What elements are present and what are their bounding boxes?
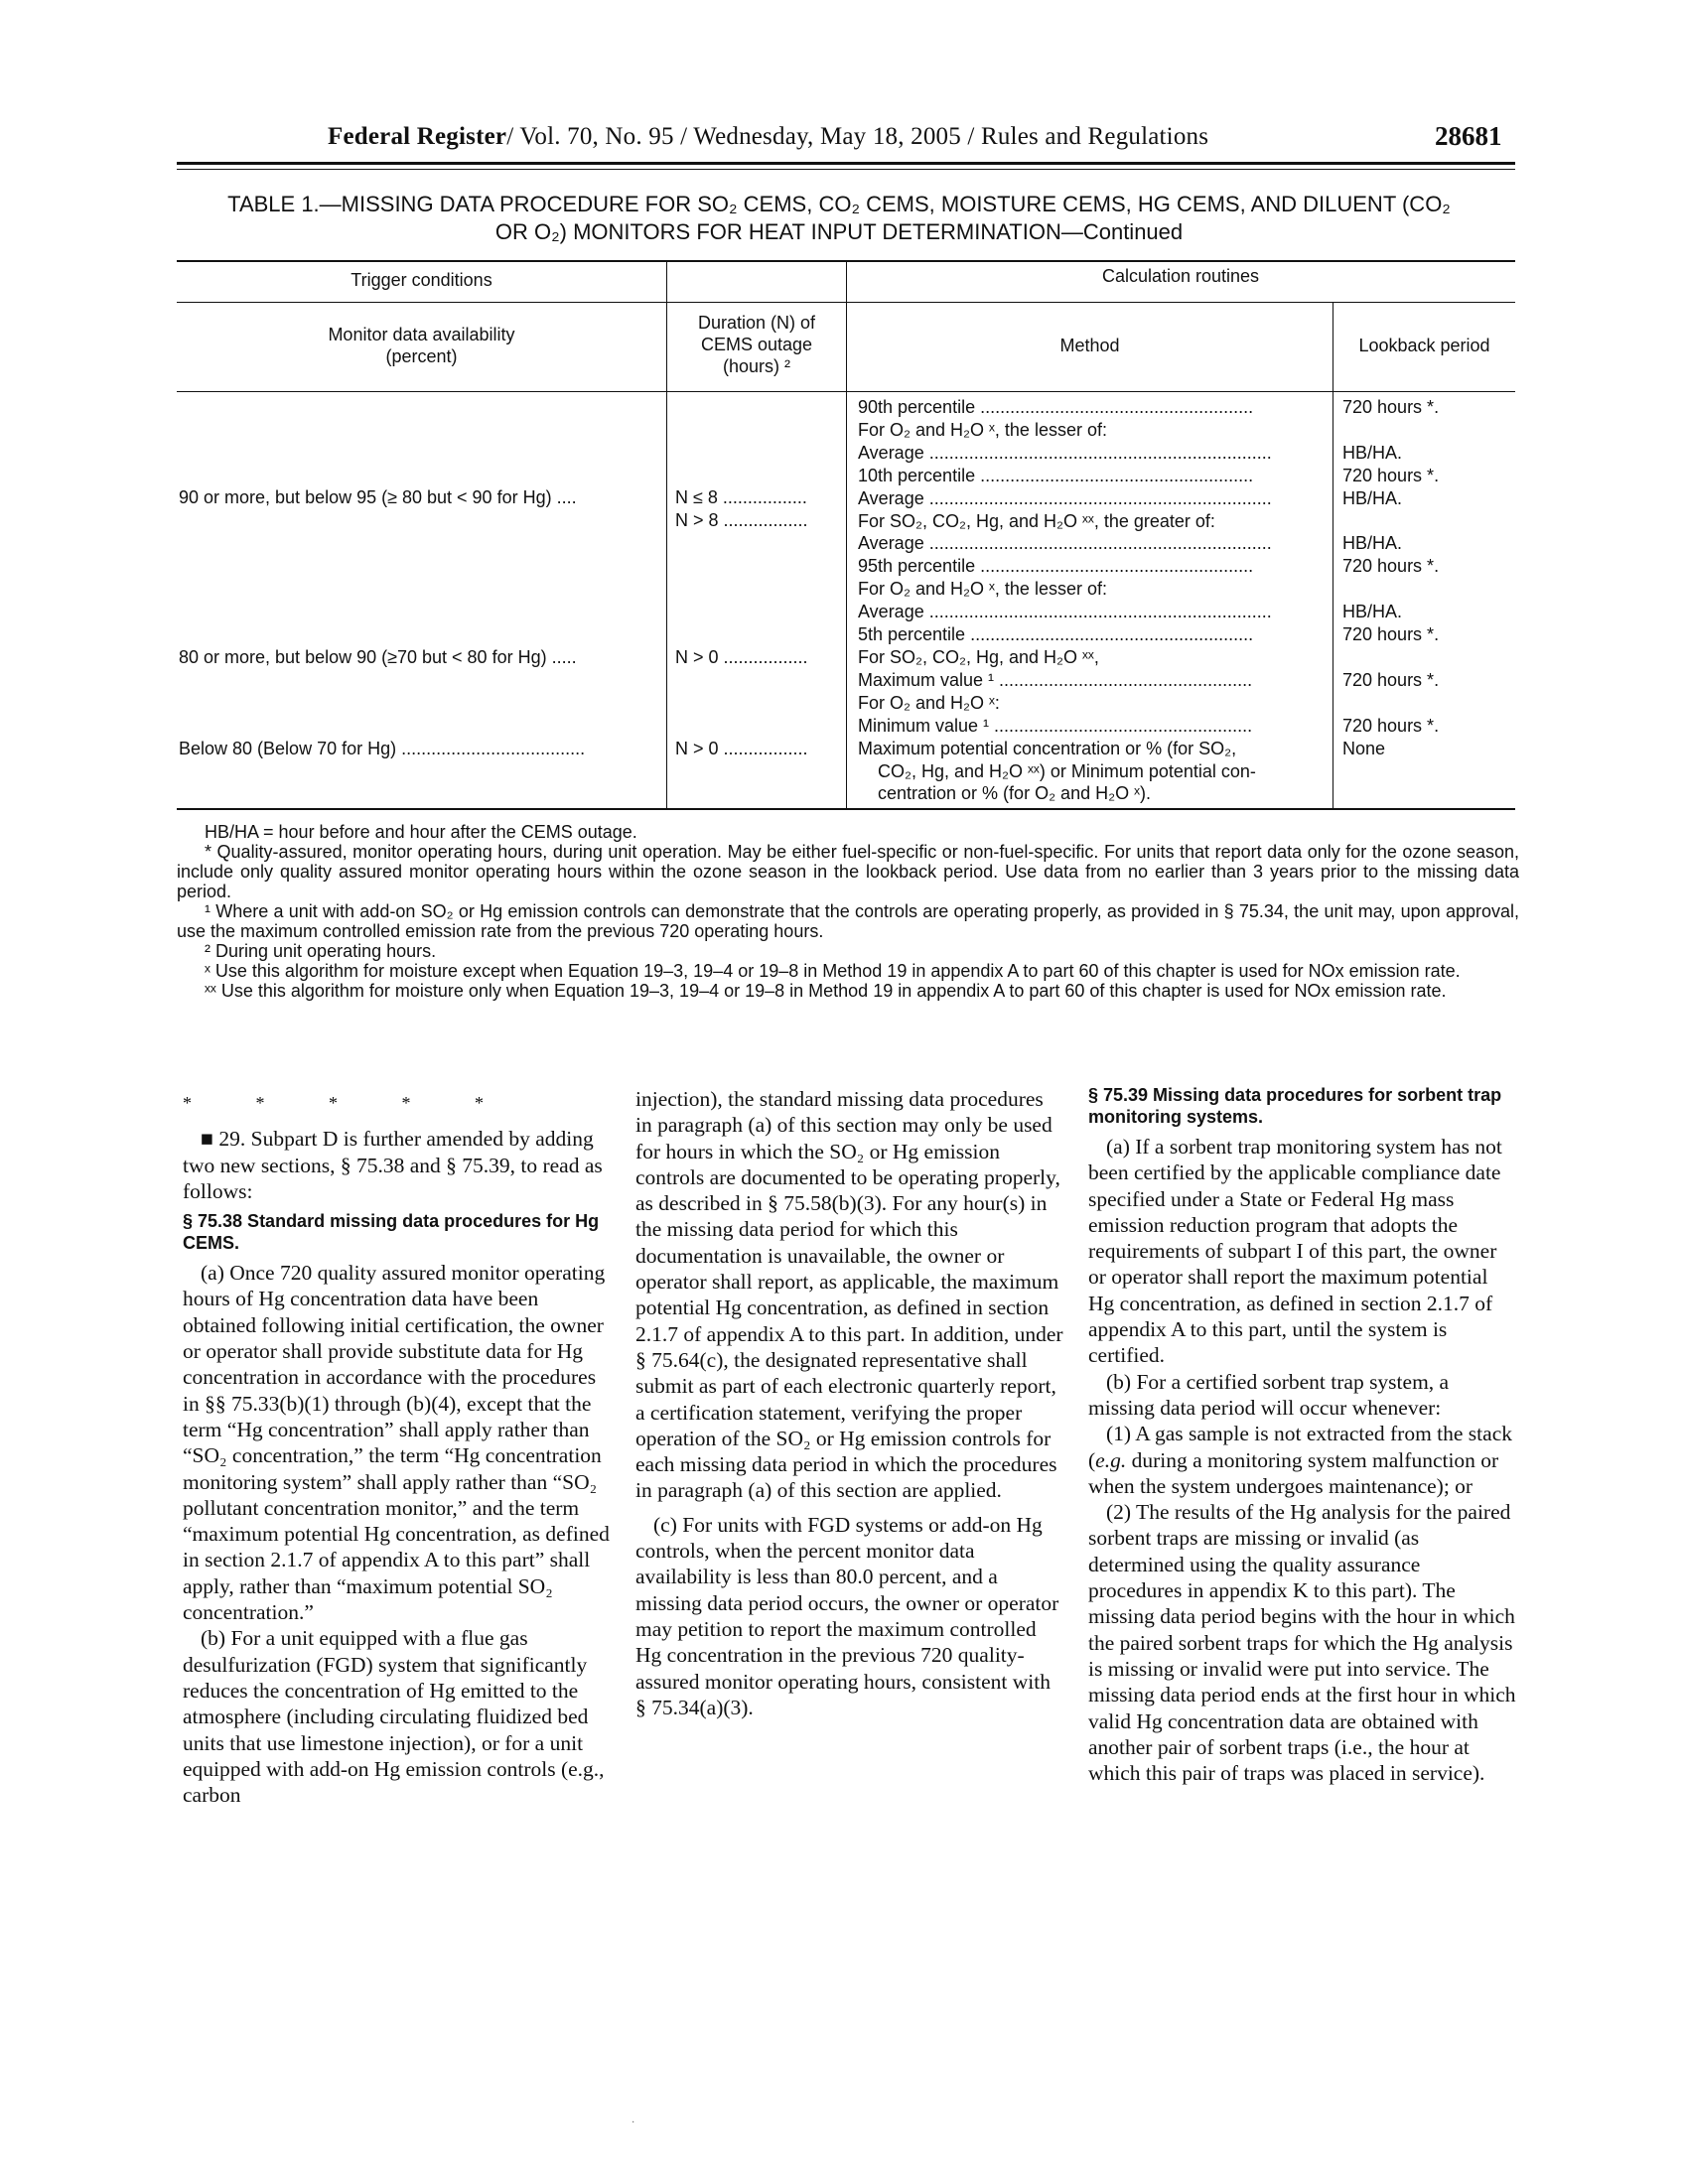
issue-details: / Vol. 70, No. 95 / Wednesday, May 18, 2005 / Rules and Regulations <box>506 123 1209 150</box>
table-title <box>149 191 1529 246</box>
duration-row-2: N > 8 ................. <box>675 510 808 530</box>
availability-row-3: Below 80 (Below 70 for Hg) ..................................... <box>179 739 586 758</box>
method-row: centration or % (for O₂ and H₂O ˣ). <box>878 783 1151 804</box>
note-hbha: HB/HA = hour before and hour after the CEMS outage. <box>205 822 637 842</box>
method-row: For O₂ and H₂O ˣ, the lesser of: <box>858 419 1107 440</box>
table-notes <box>177 822 1519 1001</box>
lookback-row: 720 hours *. <box>1342 397 1440 417</box>
availability-row-1: 90 or more, but below 95 (≥ 80 but < 90 for Hg) .... <box>179 487 577 507</box>
group-calculation-routines: Calculation routines <box>1101 266 1260 286</box>
section-separator: * * * * * <box>183 1093 513 1113</box>
method-row: 5th percentile ......................................................... <box>858 624 1254 645</box>
lookback-row: 720 hours *. <box>1342 669 1440 690</box>
lookback-row: 720 hours *. <box>1342 465 1440 485</box>
running-header <box>328 123 1208 151</box>
body-column-1 <box>183 1090 610 1808</box>
method-row: For SO₂, CO₂, Hg, and H₂O ˣˣ, the greater of: <box>858 510 1215 531</box>
section-75-38-b: (b) For a unit equipped with a flue gas desulfurization (FGD) system that significantly reduces the concentration of Hg emitted to the atmosphere (including circulating fluidized bed units that use limestone injection), or for a unit equipped with add-on Hg emission controls (e.g., carbon <box>183 1626 605 1808</box>
section-75-39-b: (b) For a certified sorbent trap system, a missing data period will occur whenever: <box>1088 1369 1450 1420</box>
lookback-row <box>1342 419 1439 442</box>
body-column-3 <box>1088 1084 1517 1786</box>
method-row: 95th percentile ....................................................... <box>858 556 1254 577</box>
body-column-2 <box>635 1086 1064 1720</box>
note-1: ¹ Where a unit with add-on SO₂ or Hg emission controls can demonstrate that the controls are operating properly, as provided in § 75.34, the unit may, upon approval, use the maximum controlled emission rate from the previous 720 operating hours. <box>177 901 1519 941</box>
section-75-39-b1 <box>1088 1421 1517 1499</box>
header-monitor-availability-line-1: Monitor data availability <box>328 325 515 344</box>
method-row: Maximum potential concentration or % (for SO₂, <box>858 738 1237 758</box>
method-row: 90th percentile ....................................................... <box>858 397 1254 417</box>
duration-row-4: N > 0 ................. <box>675 739 808 758</box>
method-row: For O₂ and H₂O ˣ, the lesser of: <box>858 579 1107 600</box>
method-row: 10th percentile ....................................................... <box>858 465 1254 485</box>
lookback-row <box>1342 646 1439 669</box>
section-75-38-c: (c) For units with FGD systems or add-on Hg controls, when the percent monitor data availability is less than 80.0 percent, and a missing data period occurs, the owner or operator may petition to report the maximum controlled Hg concentration in the previous 720 quality-assured monitor operating hours, consistent with § 75.34(a)(3). <box>635 1512 1059 1719</box>
method-row: Maximum value ¹ ................................................... <box>858 669 1253 690</box>
lookback-row <box>1342 578 1439 601</box>
note-quality-assured: * Quality-assured, monitor operating hours, during unit operation. May be either fuel-specific or non-fuel-specific. For units that report data only for the ozone season, include only quality assured monitor operating hours within the ozone season in the lookback period. Use data from no earlier than 3 years prior to the missing data period. <box>177 842 1519 901</box>
section-75-38-a: (a) Once 720 quality assured monitor operating hours of Hg concentration data have been obtained following initial certification, the owner or operator shall provide substitute data for Hg concentration in accordance with the procedures in §§ 75.33(b)(1) through (b)(4), except that the term “Hg concentration” shall apply rather than “SO₂ concentration,” the term “Hg concentration monitoring system” shall apply rather than “SO₂ pollutant concentration monitor,” and the term “maximum potential Hg concentration, as defined in section 2.1.7 of appendix A to this part” shall apply, rather than “maximum potential SO₂ concentration.” <box>183 1261 610 1625</box>
lookback-row: HB/HA. <box>1342 487 1403 508</box>
lookback-row: HB/HA. <box>1342 533 1403 554</box>
method-row: For SO₂, CO₂, Hg, and H₂O ˣˣ, <box>858 646 1099 667</box>
header-duration-line-3: (hours) ² <box>722 356 790 376</box>
lookback-row <box>1342 510 1439 533</box>
section-75-39-b1-start: (1) A gas sample is not extracted from the stack ( <box>1088 1422 1512 1472</box>
lookback-row: 720 hours *. <box>1342 556 1440 577</box>
header-rule-thick <box>177 162 1515 165</box>
duration-row-1: N ≤ 8 ................. <box>675 487 807 507</box>
table-title-line-2: OR O₂) MONITORS FOR HEAT INPUT DETERMINATION—Continued <box>494 219 1184 244</box>
duration-row-3: N > 0 ................. <box>675 647 808 667</box>
header-duration-line-2: CEMS outage <box>700 335 813 354</box>
section-75-39-a: (a) If a sorbent trap monitoring system has not been certified by the applicable compliance date specified under a State or Federal Hg mass emission reduction program that adopts the requirements of subpart I of this part, the owner or operator shall report the maximum potential Hg concentration, as defined in section 2.1.7 of appendix A to this part, until the system is certified. <box>1088 1135 1502 1368</box>
note-xx: ˣˣ Use this algorithm for moisture only when Equation 19–3, 19–4 or 19–8 in Method 19 in appendix A to part 60 of this chapter is used for NOx emission rate. <box>205 981 1447 1001</box>
header-monitor-availability-line-2: (percent) <box>385 346 458 366</box>
table-bottom-rule <box>177 808 1515 810</box>
header-lookback: Lookback period <box>1358 336 1490 355</box>
method-row: Average ..................................................................... <box>858 487 1272 508</box>
section-75-38-b-continued: injection), the standard missing data procedures in paragraph (a) of this section may only be used for hours in which the SO₂ or Hg emission controls are documented to be operating properly, as described in § 75.58(b)(3). For any hour(s) in the missing data period for which this documentation is unavailable, the owner or operator shall report, as applicable, the maximum potential Hg concentration, as defined in section 2.1.7 of appendix A to this part. In addition, under § 75.64(c), the designated representative shall submit as part of each electronic quarterly report, a certification statement, verifying the proper operation of the SO₂ or Hg emission controls for each missing data period in which the procedures in paragraph (a) of this section are applied. <box>635 1087 1063 1503</box>
lookback-row <box>1342 760 1439 783</box>
method-row: Average ..................................................................... <box>858 602 1272 622</box>
lookback-column <box>1342 396 1439 805</box>
method-row: Minimum value ¹ .................................................... <box>858 715 1253 736</box>
header-duration <box>667 312 846 377</box>
header-monitor-availability <box>177 324 666 367</box>
lookback-row: None <box>1342 738 1386 758</box>
section-75-39-b2: (2) The results of the Hg analysis for the paired sorbent traps are missing or invalid (as determined using the quality assurance procedures in appendix K to this part). The missing data period begins with the hour in which the paired sorbent traps for which the Hg analysis is missing or invalid were put into service. The missing data period ends at the first hour in which valid Hg concentration data are obtained with another pair of sorbent traps (i.e., the hour at which this pair of traps was placed in service). <box>1088 1500 1516 1786</box>
section-75-38-heading: § 75.38 Standard missing data procedures for Hg CEMS. <box>183 1211 600 1254</box>
lookback-row: 720 hours *. <box>1342 715 1440 736</box>
note-2: ² During unit operating hours. <box>205 941 437 961</box>
lookback-row: HB/HA. <box>1342 442 1403 463</box>
method-row: CO₂, Hg, and H₂O ˣˣ) or Minimum potential con- <box>878 760 1256 781</box>
header-method: Method <box>1059 336 1120 355</box>
lookback-row <box>1342 782 1439 805</box>
page-number: 28681 <box>1435 121 1502 151</box>
header-rule-thin <box>177 169 1515 170</box>
section-75-39-heading: § 75.39 Missing data procedures for sorbent trap monitoring systems. <box>1088 1085 1502 1127</box>
lookback-row: HB/HA. <box>1342 602 1403 622</box>
amendment-29: ■ 29. Subpart D is further amended by adding two new sections, § 75.38 and § 75.39, to read as follows: <box>183 1127 603 1203</box>
method-row: Average ..................................................................... <box>858 442 1272 463</box>
header-duration-line-1: Duration (N) of <box>697 313 816 333</box>
method-column <box>858 396 1272 805</box>
lookback-row: 720 hours *. <box>1342 624 1440 645</box>
table-title-line-1: TABLE 1.—MISSING DATA PROCEDURE FOR SO₂ CEMS, CO₂ CEMS, MOISTURE CEMS, HG CEMS, AND DILUENT (CO₂ <box>227 192 1451 216</box>
section-75-39-b1-eg: e.g. <box>1095 1447 1127 1472</box>
section-75-39-b1-end: during a monitoring system malfunction or when the system undergoes maintenance); or <box>1088 1447 1499 1498</box>
group-trigger-conditions: Trigger conditions <box>351 270 492 290</box>
availability-row-2: 80 or more, but below 90 (≥70 but < 80 for Hg) ..... <box>179 647 577 667</box>
publication-title: Federal Register <box>328 123 507 150</box>
note-x: ˣ Use this algorithm for moisture except when Equation 19–3, 19–4 or 19–8 in Method 19 in appendix A to part 60 of this chapter is used for NOx emission rate. <box>205 961 1461 981</box>
missing-data-table <box>177 260 1515 816</box>
method-row: Average ..................................................................... <box>858 533 1272 554</box>
lookback-row <box>1342 692 1439 715</box>
method-row: For O₂ and H₂O ˣ: <box>858 692 1000 713</box>
scan-mark: · <box>632 2117 635 2128</box>
